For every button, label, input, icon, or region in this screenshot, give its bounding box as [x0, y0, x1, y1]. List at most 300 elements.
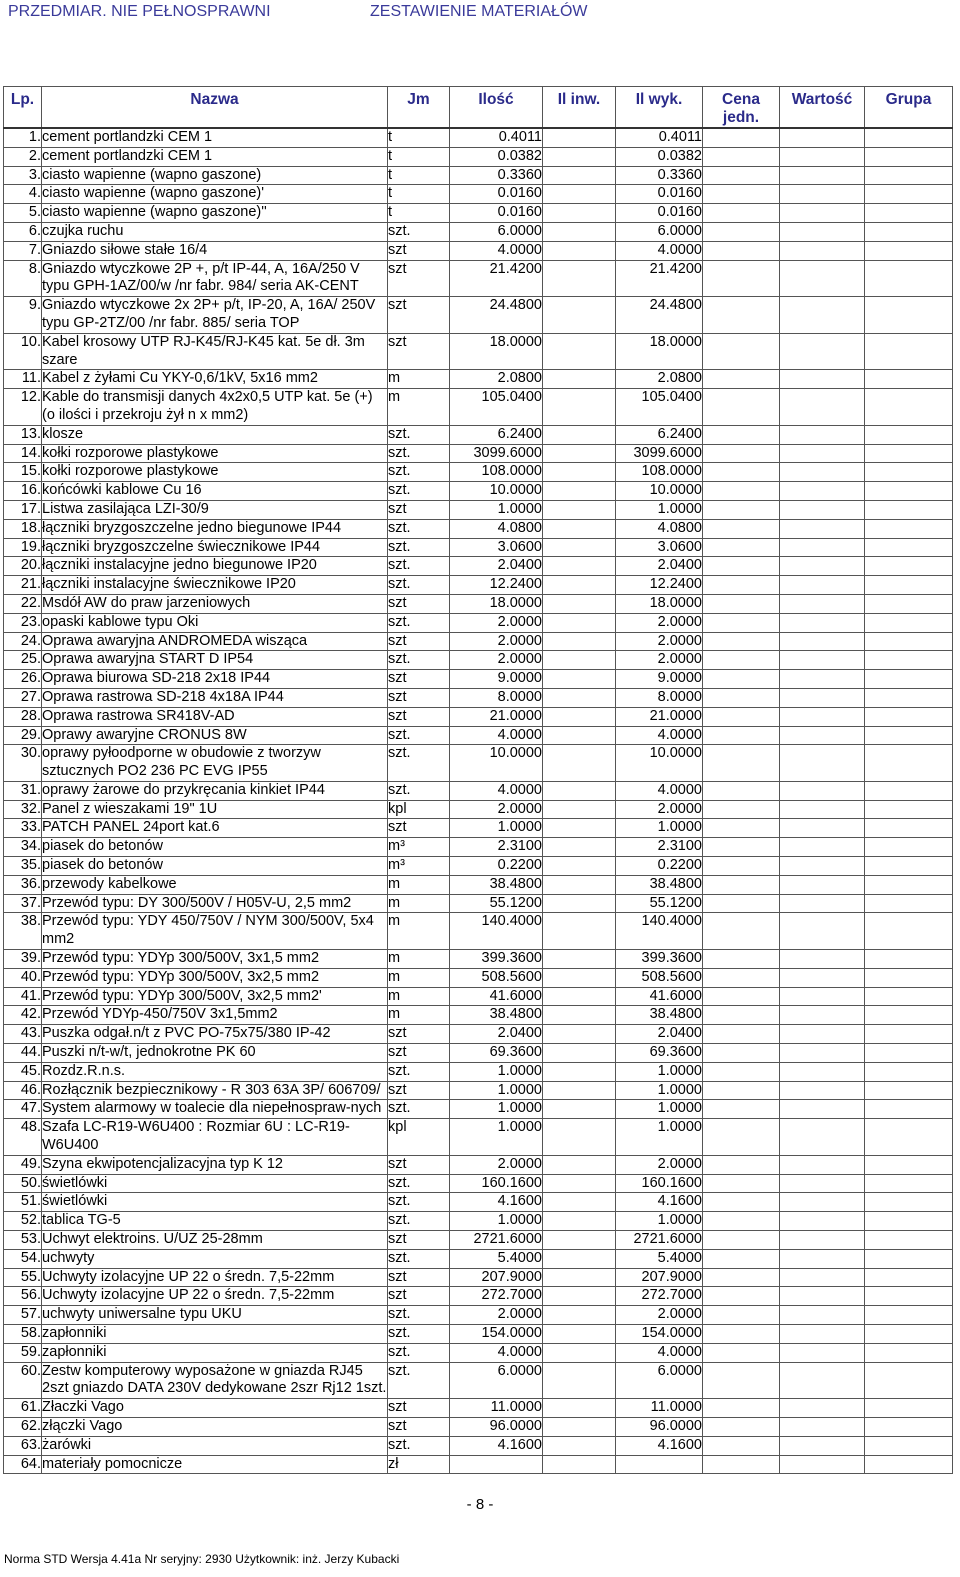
row-lp: 19.	[4, 538, 42, 557]
row-cena	[703, 707, 780, 726]
row-cena	[703, 670, 780, 689]
table-row	[4, 1119, 953, 1156]
row-lp: 41.	[4, 987, 42, 1006]
row-grupa	[865, 726, 953, 745]
table-row	[4, 538, 953, 557]
row-ilosc: 2721.6000	[450, 1231, 543, 1250]
row-grupa	[865, 204, 953, 223]
row-jm: szt.	[388, 1100, 450, 1119]
row-jm: szt	[388, 594, 450, 613]
row-grupa	[865, 128, 953, 147]
row-wartosc	[780, 1062, 865, 1081]
row-grupa	[865, 875, 953, 894]
row-nazwa: Gniazdo siłowe stałe 16/4	[42, 241, 388, 260]
row-il-wyk: 1.0000	[616, 1062, 703, 1081]
row-nazwa: ciasto wapienne (wapno gaszone)''	[42, 204, 388, 223]
row-il-inw	[543, 1193, 616, 1212]
row-ilosc: 1.0000	[450, 500, 543, 519]
row-il-inw	[543, 576, 616, 595]
row-il-wyk: 21.4200	[616, 260, 703, 297]
row-cena	[703, 781, 780, 800]
row-il-inw	[543, 147, 616, 166]
row-lp: 39.	[4, 950, 42, 969]
table-row	[4, 1212, 953, 1231]
row-cena	[703, 1436, 780, 1455]
row-il-wyk: 11.0000	[616, 1399, 703, 1418]
row-jm: kpl	[388, 800, 450, 819]
row-cena	[703, 838, 780, 857]
row-lp: 12.	[4, 389, 42, 426]
row-lp: 58.	[4, 1325, 42, 1344]
row-il-wyk: 2.0800	[616, 370, 703, 389]
row-nazwa: cement portlandzki CEM 1	[42, 128, 388, 147]
row-cena	[703, 389, 780, 426]
row-il-inw	[543, 688, 616, 707]
row-il-inw	[543, 241, 616, 260]
row-lp: 56.	[4, 1287, 42, 1306]
row-nazwa: Gniazdo wtyczkowe 2P +, p/t IP-44, A, 16A/250 V typu GPH-1AZ/00/w /nr fabr. 984/ seria AK-CENT	[42, 260, 388, 297]
row-il-wyk: 4.0800	[616, 519, 703, 538]
row-il-wyk: 207.9000	[616, 1268, 703, 1287]
table-row	[4, 1193, 953, 1212]
row-il-wyk: 6.0000	[616, 1362, 703, 1399]
row-jm: m	[388, 875, 450, 894]
row-grupa	[865, 185, 953, 204]
row-il-wyk: 0.0382	[616, 147, 703, 166]
table-row	[4, 1306, 953, 1325]
row-ilosc: 160.1600	[450, 1174, 543, 1193]
row-wartosc	[780, 389, 865, 426]
row-ilosc: 24.4800	[450, 297, 543, 334]
row-ilosc: 96.0000	[450, 1417, 543, 1436]
row-ilosc: 207.9000	[450, 1268, 543, 1287]
table-header-row	[4, 87, 953, 129]
row-lp: 10.	[4, 333, 42, 370]
row-wartosc	[780, 1343, 865, 1362]
row-il-wyk: 2.0000	[616, 651, 703, 670]
row-grupa	[865, 370, 953, 389]
row-lp: 11.	[4, 370, 42, 389]
row-nazwa: cement portlandzki CEM 1	[42, 147, 388, 166]
row-grupa	[865, 333, 953, 370]
row-ilosc: 2.3100	[450, 838, 543, 857]
row-ilosc: 18.0000	[450, 594, 543, 613]
table-row	[4, 651, 953, 670]
document-header-left: PRZEDMIAR. NIE PEŁNOSPRAWNI	[8, 3, 271, 20]
row-il-wyk: 38.4800	[616, 875, 703, 894]
row-wartosc	[780, 166, 865, 185]
row-nazwa: łączniki bryzgoszczelne świecznikowe IP44	[42, 538, 388, 557]
row-ilosc: 5.4000	[450, 1249, 543, 1268]
row-grupa	[865, 594, 953, 613]
row-wartosc	[780, 444, 865, 463]
row-nazwa: Złaczki Vago	[42, 1399, 388, 1418]
row-cena	[703, 425, 780, 444]
table-row	[4, 222, 953, 241]
row-cena	[703, 651, 780, 670]
row-cena	[703, 1268, 780, 1287]
row-ilosc: 4.1600	[450, 1193, 543, 1212]
row-jm: szt.	[388, 1249, 450, 1268]
row-wartosc	[780, 950, 865, 969]
row-cena	[703, 166, 780, 185]
row-ilosc: 21.0000	[450, 707, 543, 726]
row-jm: szt.	[388, 482, 450, 501]
row-jm: szt.	[388, 222, 450, 241]
row-il-wyk: 5.4000	[616, 1249, 703, 1268]
row-lp: 25.	[4, 651, 42, 670]
row-wartosc	[780, 1081, 865, 1100]
row-wartosc	[780, 894, 865, 913]
row-il-wyk	[616, 1455, 703, 1474]
row-jm: zł	[388, 1455, 450, 1474]
col-header-lp: Lp.	[4, 87, 42, 129]
row-grupa	[865, 1044, 953, 1063]
row-jm: szt.	[388, 576, 450, 595]
row-wartosc	[780, 1455, 865, 1474]
row-il-inw	[543, 166, 616, 185]
row-il-wyk: 140.4000	[616, 913, 703, 950]
row-jm: szt.	[388, 425, 450, 444]
row-ilosc: 38.4800	[450, 1006, 543, 1025]
row-jm: t	[388, 185, 450, 204]
row-lp: 16.	[4, 482, 42, 501]
row-il-inw	[543, 1044, 616, 1063]
row-il-wyk: 38.4800	[616, 1006, 703, 1025]
table-row	[4, 894, 953, 913]
row-grupa	[865, 260, 953, 297]
row-jm: szt	[388, 1399, 450, 1418]
row-nazwa: Przewód typu: YDYp 300/500V, 3x2,5 mm2'	[42, 987, 388, 1006]
row-grupa	[865, 670, 953, 689]
row-ilosc: 0.0160	[450, 185, 543, 204]
row-lp: 6.	[4, 222, 42, 241]
row-il-wyk: 2.0400	[616, 1025, 703, 1044]
row-jm: szt	[388, 241, 450, 260]
row-wartosc	[780, 857, 865, 876]
row-nazwa: zapłonniki	[42, 1325, 388, 1344]
row-nazwa: opaski kablowe typu Oki	[42, 613, 388, 632]
table-row	[4, 1025, 953, 1044]
row-ilosc: 4.0000	[450, 1343, 543, 1362]
table-row	[4, 1287, 953, 1306]
row-jm: t	[388, 166, 450, 185]
row-grupa	[865, 800, 953, 819]
row-wartosc	[780, 745, 865, 782]
row-nazwa: Oprawa biurowa SD-218 2x18 IP44	[42, 670, 388, 689]
row-ilosc: 3099.6000	[450, 444, 543, 463]
row-cena	[703, 444, 780, 463]
table-row	[4, 1399, 953, 1418]
row-il-inw	[543, 594, 616, 613]
row-wartosc	[780, 781, 865, 800]
row-il-inw	[543, 333, 616, 370]
row-nazwa: Uchwyty izolacyjne UP 22 o średn. 7,5-22mm	[42, 1287, 388, 1306]
row-lp: 54.	[4, 1249, 42, 1268]
row-nazwa: Oprawa rastrowa SD-218 4x18A IP44	[42, 688, 388, 707]
row-wartosc	[780, 688, 865, 707]
row-ilosc: 0.4011	[450, 128, 543, 147]
row-wartosc	[780, 1193, 865, 1212]
row-cena	[703, 333, 780, 370]
row-ilosc: 2.0000	[450, 1306, 543, 1325]
row-wartosc	[780, 1362, 865, 1399]
row-ilosc: 6.0000	[450, 1362, 543, 1399]
row-jm: szt.	[388, 1436, 450, 1455]
col-header-il-wyk: Il wyk.	[616, 87, 703, 129]
row-cena	[703, 260, 780, 297]
row-cena	[703, 1062, 780, 1081]
row-ilosc: 6.2400	[450, 425, 543, 444]
row-grupa	[865, 950, 953, 969]
row-il-wyk: 1.0000	[616, 1119, 703, 1156]
row-lp: 36.	[4, 875, 42, 894]
table-row	[4, 241, 953, 260]
row-il-inw	[543, 726, 616, 745]
row-cena	[703, 913, 780, 950]
table-row	[4, 968, 953, 987]
row-grupa	[865, 425, 953, 444]
row-jm: szt.	[388, 538, 450, 557]
row-cena	[703, 1249, 780, 1268]
row-ilosc: 1.0000	[450, 819, 543, 838]
row-il-wyk: 0.0160	[616, 204, 703, 223]
row-cena	[703, 1455, 780, 1474]
row-cena	[703, 1100, 780, 1119]
row-wartosc	[780, 913, 865, 950]
row-lp: 45.	[4, 1062, 42, 1081]
row-cena	[703, 1119, 780, 1156]
row-grupa	[865, 444, 953, 463]
table-body	[4, 128, 953, 1474]
row-il-wyk: 399.3600	[616, 950, 703, 969]
materials-table	[3, 86, 953, 1474]
table-row	[4, 1174, 953, 1193]
table-row	[4, 297, 953, 334]
row-cena	[703, 894, 780, 913]
row-wartosc	[780, 185, 865, 204]
table-row	[4, 1231, 953, 1250]
row-nazwa: Kabel krosowy UTP RJ-K45/RJ-K45 kat. 5e dł. 3m szare	[42, 333, 388, 370]
row-ilosc: 0.0160	[450, 204, 543, 223]
table-row	[4, 688, 953, 707]
row-lp: 29.	[4, 726, 42, 745]
row-grupa	[865, 1006, 953, 1025]
row-lp: 33.	[4, 819, 42, 838]
row-lp: 2.	[4, 147, 42, 166]
row-cena	[703, 1399, 780, 1418]
row-cena	[703, 128, 780, 147]
row-cena	[703, 594, 780, 613]
row-nazwa: czujka ruchu	[42, 222, 388, 241]
row-il-inw	[543, 968, 616, 987]
row-ilosc: 2.0400	[450, 1025, 543, 1044]
row-il-wyk: 0.4011	[616, 128, 703, 147]
row-wartosc	[780, 1212, 865, 1231]
row-jm: szt.	[388, 1212, 450, 1231]
row-il-wyk: 1.0000	[616, 1081, 703, 1100]
row-ilosc: 108.0000	[450, 463, 543, 482]
row-cena	[703, 950, 780, 969]
row-ilosc: 4.0800	[450, 519, 543, 538]
row-il-inw	[543, 1287, 616, 1306]
row-il-inw	[543, 950, 616, 969]
row-il-wyk: 24.4800	[616, 297, 703, 334]
row-il-wyk: 1.0000	[616, 1212, 703, 1231]
row-grupa	[865, 1119, 953, 1156]
row-il-inw	[543, 1436, 616, 1455]
row-cena	[703, 241, 780, 260]
row-il-wyk: 6.2400	[616, 425, 703, 444]
row-ilosc	[450, 1455, 543, 1474]
row-il-inw	[543, 222, 616, 241]
row-ilosc: 10.0000	[450, 482, 543, 501]
row-grupa	[865, 1081, 953, 1100]
row-wartosc	[780, 1044, 865, 1063]
row-jm: szt.	[388, 557, 450, 576]
row-il-wyk: 160.1600	[616, 1174, 703, 1193]
row-lp: 1.	[4, 128, 42, 147]
row-il-wyk: 41.6000	[616, 987, 703, 1006]
row-cena	[703, 688, 780, 707]
row-lp: 13.	[4, 425, 42, 444]
row-ilosc: 508.5600	[450, 968, 543, 987]
row-jm: szt	[388, 297, 450, 334]
row-wartosc	[780, 1287, 865, 1306]
row-il-wyk: 3099.6000	[616, 444, 703, 463]
row-wartosc	[780, 500, 865, 519]
row-il-wyk: 6.0000	[616, 222, 703, 241]
row-grupa	[865, 688, 953, 707]
row-nazwa: materiały pomocnicze	[42, 1455, 388, 1474]
row-il-inw	[543, 875, 616, 894]
row-lp: 63.	[4, 1436, 42, 1455]
row-ilosc: 2.0000	[450, 800, 543, 819]
table-row	[4, 1006, 953, 1025]
row-grupa	[865, 482, 953, 501]
row-grupa	[865, 519, 953, 538]
row-wartosc	[780, 875, 865, 894]
row-grupa	[865, 632, 953, 651]
row-il-wyk: 2.3100	[616, 838, 703, 857]
row-il-wyk: 0.3360	[616, 166, 703, 185]
row-il-wyk: 2.0000	[616, 1155, 703, 1174]
row-il-inw	[543, 500, 616, 519]
row-lp: 43.	[4, 1025, 42, 1044]
row-ilosc: 18.0000	[450, 333, 543, 370]
row-jm: m	[388, 950, 450, 969]
row-nazwa: Oprawa awaryjna START D IP54	[42, 651, 388, 670]
row-lp: 40.	[4, 968, 42, 987]
row-il-wyk: 8.0000	[616, 688, 703, 707]
row-wartosc	[780, 987, 865, 1006]
table-row	[4, 726, 953, 745]
row-il-wyk: 108.0000	[616, 463, 703, 482]
row-il-wyk: 2.0000	[616, 800, 703, 819]
row-il-inw	[543, 519, 616, 538]
row-jm: szt	[388, 333, 450, 370]
table-row	[4, 1044, 953, 1063]
table-row	[4, 482, 953, 501]
row-grupa	[865, 1399, 953, 1418]
row-cena	[703, 1174, 780, 1193]
row-jm: szt.	[388, 651, 450, 670]
row-il-inw	[543, 1231, 616, 1250]
row-grupa	[865, 1249, 953, 1268]
col-header-ilosc: Ilość	[450, 87, 543, 129]
row-il-inw	[543, 670, 616, 689]
row-cena	[703, 613, 780, 632]
table-row	[4, 204, 953, 223]
row-il-wyk: 4.1600	[616, 1436, 703, 1455]
row-lp: 14.	[4, 444, 42, 463]
row-cena	[703, 745, 780, 782]
row-grupa	[865, 1268, 953, 1287]
row-wartosc	[780, 128, 865, 147]
row-grupa	[865, 1155, 953, 1174]
row-jm: m	[388, 987, 450, 1006]
row-wartosc	[780, 425, 865, 444]
row-nazwa: piasek do betonów	[42, 838, 388, 857]
row-jm: szt.	[388, 613, 450, 632]
row-nazwa: Puszka odgał.n/t z PVC PO-75x75/380 IP-42	[42, 1025, 388, 1044]
row-wartosc	[780, 651, 865, 670]
row-il-inw	[543, 1399, 616, 1418]
row-jm: szt.	[388, 745, 450, 782]
row-il-inw	[543, 613, 616, 632]
row-jm: szt.	[388, 1325, 450, 1344]
row-jm: szt	[388, 1025, 450, 1044]
row-ilosc: 2.0000	[450, 632, 543, 651]
row-il-wyk: 96.0000	[616, 1417, 703, 1436]
row-ilosc: 4.0000	[450, 241, 543, 260]
row-ilosc: 4.0000	[450, 781, 543, 800]
row-nazwa: zapłonniki	[42, 1343, 388, 1362]
row-nazwa: PATCH PANEL 24port kat.6	[42, 819, 388, 838]
row-nazwa: Puszki n/t-w/t, jednokrotne PK 60	[42, 1044, 388, 1063]
table-row	[4, 1455, 953, 1474]
row-ilosc: 1.0000	[450, 1212, 543, 1231]
row-lp: 46.	[4, 1081, 42, 1100]
row-nazwa: końcówki kablowe Cu 16	[42, 482, 388, 501]
row-nazwa: ciasto wapienne (wapno gaszone)'	[42, 185, 388, 204]
row-grupa	[865, 1025, 953, 1044]
row-wartosc	[780, 1306, 865, 1325]
row-lp: 60.	[4, 1362, 42, 1399]
row-ilosc: 21.4200	[450, 260, 543, 297]
row-lp: 62.	[4, 1417, 42, 1436]
row-wartosc	[780, 1100, 865, 1119]
row-cena	[703, 1006, 780, 1025]
row-il-inw	[543, 1006, 616, 1025]
row-ilosc: 1.0000	[450, 1100, 543, 1119]
row-ilosc: 2.0000	[450, 651, 543, 670]
row-il-inw	[543, 463, 616, 482]
row-ilosc: 1.0000	[450, 1119, 543, 1156]
row-lp: 44.	[4, 1044, 42, 1063]
row-wartosc	[780, 222, 865, 241]
row-lp: 22.	[4, 594, 42, 613]
row-cena	[703, 1417, 780, 1436]
row-jm: szt	[388, 1081, 450, 1100]
row-wartosc	[780, 1249, 865, 1268]
row-nazwa: Przewód typu: YDYp 300/500V, 3x2,5 mm2	[42, 968, 388, 987]
row-grupa	[865, 894, 953, 913]
row-cena	[703, 1343, 780, 1362]
row-jm: szt.	[388, 1193, 450, 1212]
row-wartosc	[780, 632, 865, 651]
row-lp: 64.	[4, 1455, 42, 1474]
